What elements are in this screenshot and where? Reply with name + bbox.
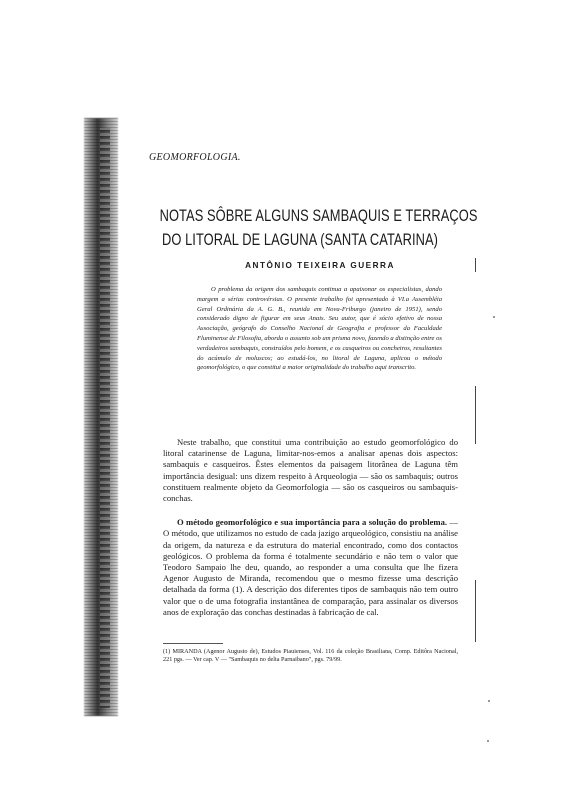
footnote-divider [163, 643, 223, 644]
paragraph-1-text: Neste trabalho, que constitui uma contribuição ao estudo geomorfológico do litoral catarinense de Laguna, limitar-nos-emos a analisar apenas dois aspectos: sambaquis e casqueiros. Êstes elementos da paisagem litorânea de Laguna têm importância desigual: uns dizem respeito à Arqueologia — são os sambaquis; outros constituem realmente objeto da Geomorfologia — são os casqueiros ou sambaquis-conchas. [163, 437, 458, 504]
abstract-text: O problema da origem dos sambaquis continua a apaixonar os especialistas, dando margem a sérias controvérsias. O presente trabalho foi apresentado à VI.a Assembléia Geral Ordinária da A. G. B., reunida em Nova-Friburgo (janeiro de 1951), sendo considerado digno de figurar em seus Anais. Seu autor, que é sócio efetivo de nossa Associação, geógrafo do Conselho Nacional de Geografia e professor da Faculdade Fluminense de Filosofia, aborda o assunto sob um prisma novo, fazendo a distinção entre os verdadeiros sambaquis, construídos pelo homem, e os casqueiros ou concheiros, resultantes do acúmulo de moluscos; ao estudá-los, no litoral de Laguna, aplicou o método geomorfológico, o que constitui a maior originalidade do trabalho aqui transcrito. [197, 286, 442, 372]
paragraph-1 [163, 437, 458, 504]
paragraph-2 [163, 517, 458, 618]
scan-speck [488, 700, 490, 702]
abstract [197, 285, 442, 373]
footnote: (1) MIRANDA (Agenor Augusto de), Estudos Piauienses, Vol. 116 da coleção Brasiliana, Comp. Editôra Nacional, 221 pgs. — Ver cap. V — "Sambaquis no delta Parnaibano", pgs. 79/99. [163, 648, 458, 664]
author-name: ANTÔNIO TEIXEIRA GUERRA [245, 261, 395, 270]
margin-mark [475, 580, 476, 642]
paragraph-2-heading: O método geomorfológico e sua importância para a solução do problema. [177, 517, 448, 528]
margin-mark [475, 386, 476, 444]
scan-speck [487, 740, 489, 742]
paragraph-2-text: — O método, que utilizamos no estudo de cada jazigo arqueológico, consistiu na análise da origem, da natureza e da estrutura do material encontrado, como dos contactos geológicos. O problema da forma é totalmente secundário e não tem o valor que Teodoro Sampaio lhe deu, quando, ao responder a uma consulta que lhe fizera Agenor Augusto de Miranda, recomendou que o mesmo fizesse uma descrição detalhada da forma (1). A descrição dos diferentes tipos de sambaquis não tem outro valor que o de uma fotografia instantânea de comparação, para assinalar os diversos anos de exploração das conchas destinadas à fabricação de cal. [163, 517, 458, 617]
margin-mark [475, 258, 476, 272]
article-title-line-1: NOTAS SÔBRE ALGUNS SAMBAQUIS E TERRAÇOS [159, 207, 478, 225]
article-title-line-2: DO LITORAL DE LAGUNA (SANTA CATARINA) [161, 231, 439, 249]
body-text [163, 437, 458, 618]
section-label: GEOMORFOLOGIA. [149, 152, 241, 163]
scan-speck [493, 316, 495, 318]
scan-binding-texture [100, 128, 110, 708]
